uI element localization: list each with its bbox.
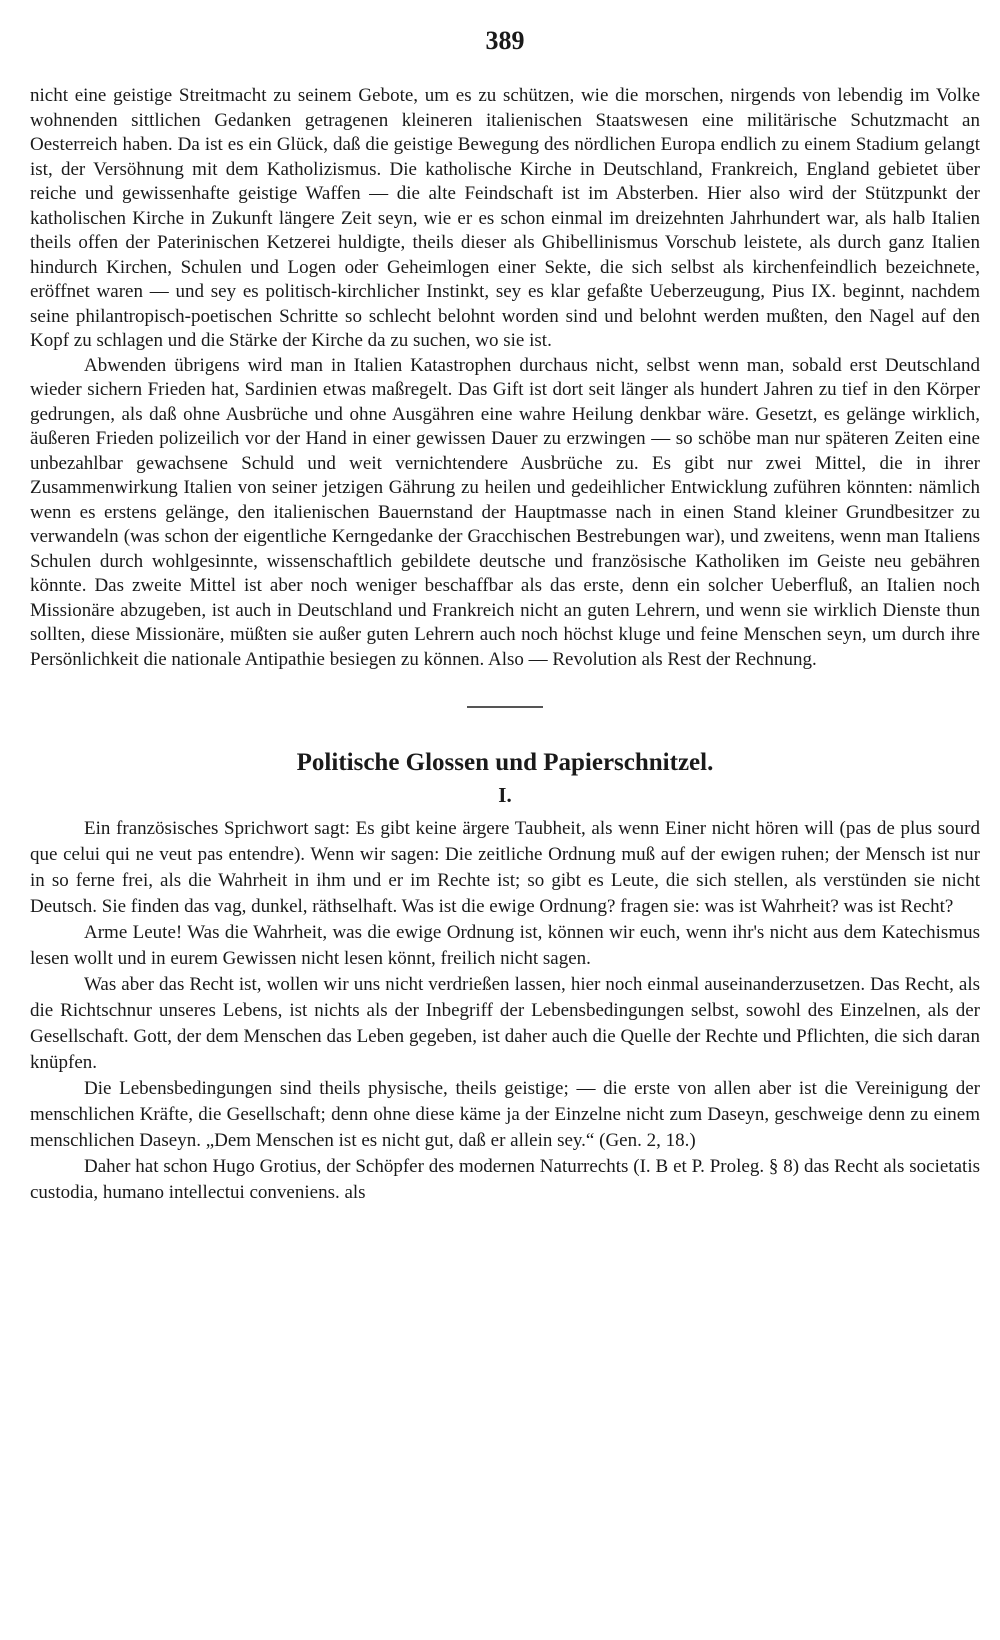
body-paragraph-1: nicht eine geistige Streitmacht zu seinem Gebote, um es zu schützen, wie die morschen, nirgends von lebendig im Volke wohnenden sittlichen Gedanken getragenen kleineren italienischen Staatswesen eine militärische Schutzmacht an Oesterreich haben. Da ist es ein Glück, daß die geistige Bewegung des nördlichen Europa endlich zu einem Stadium gelangt ist, der Versöhnung mit dem Katholizismus. Die katholische Kirche in Deutschland, Frankreich, England gebietet über reiche und gewissenhafte geistige Waffen — die alte Feindschaft ist im Absterben. Hier also wird der Stützpunkt der katholischen Kirche in Zukunft längere Zeit seyn, wie er es schon einmal im dreizehnten Jahrhundert war, als halb Italien theils offen der Paterinischen Ketzerei huldigte, theils dieser als Ghibellinismus Vorschub leistete, als durch ganz Italien hindurch Kirchen, Schulen und Logen oder Geheimlogen einer Sekte, die sich selbst als kirchenfeindlich bezeichnete, eröffnet waren — und sey es politisch-kirchlicher Instinkt, sey es klar gefaßte Ueberzeugung, Pius IX. beginnt, nachdem seine philantropisch-poetischen Schritte so schlecht belohnt worden sind und belohnt werden mußten, den Nagel auf den Kopf zu schlagen und die Stärke der Kirche da zu suchen, wo sie ist. — [30, 85, 980, 351]
section-paragraph-4: Die Lebensbedingungen sind theils physische, theils geistige; — die erste von allen aber ist die Vereinigung der menschlichen Kräfte, die Gesellschaft; denn ohne diese käme ja der Einzelne nicht zum Daseyn, geschweige denn zu einem menschlichen Daseyn. „Dem Menschen ist es nicht gut, daß er allein sey.“ (Gen. 2, 18.) — [30, 1078, 980, 1151]
section-paragraph-2: Arme Leute! Was die Wahrheit, was die ewige Ordnung ist, können wir euch, wenn ihr's nicht aus dem Katechismus lesen wollt und in eurem Gewissen nicht lesen könnt, freilich nicht sagen. — [30, 922, 980, 969]
section-paragraph-3: Was aber das Recht ist, wollen wir uns nicht verdrießen lassen, hier noch einmal auseinanderzusetzen. Das Recht, als die Richtschnur unseres Lebens, ist nichts als der Inbegriff der Lebensbedingungen selbst, sowohl des Einzelnen, als der Gesellschaft. Gott, der dem Menschen das Leben gegeben, ist daher auch die Quelle der Rechte und Pflichten, die sich daran knüpfen. — [30, 974, 980, 1073]
document-page — [30, 26, 980, 1626]
section-divider — [467, 706, 543, 708]
article-continuation — [30, 84, 980, 672]
page-number: 389 — [485, 26, 525, 55]
section-numeral: I. — [498, 783, 512, 807]
section-title: Politische Glossen und Papierschnitzel. — [296, 749, 714, 776]
section-paragraph-5: Daher hat schon Hugo Grotius, der Schöpfer des modernen Naturrechts (I. B et P. Proleg. § 8) das Recht als societatis custodia, humano intellectui conveniens. als — [30, 1156, 980, 1203]
section-paragraph-1: Ein französisches Sprichwort sagt: Es gibt keine ärgere Taubheit, als wenn Einer nicht hören will (pas de plus sourd que celui qui ne veut pas entendre). Wenn wir sagen: Die zeitliche Ordnung muß auf der ewigen ruhen; der Mensch ist nur in so ferne frei, als die Wahrheit in ihm und er im Rechte ist; so gibt es Leute, die sich stellen, als verstünden sie nicht Deutsch. Sie finden das vag, dunkel, räthselhaft. Was ist die ewige Ordnung? fragen sie: was ist Wahrheit? was ist Recht? — [30, 818, 980, 917]
body-paragraph-2: Abwenden übrigens wird man in Italien Katastrophen durchaus nicht, selbst wenn man, sobald erst Deutschland wieder sichern Frieden hat, Sardinien etwas maßregelt. Das Gift ist dort seit länger als hundert Jahren zu tief in den Körper gedrungen, als daß ohne Ausbrüche und ohne Ausgähren eine wahre Heilung denkbar wäre. Gesetzt, es gelänge wirklich, äußeren Frieden polizeilich vor der Hand in einer gewissen Dauer zu erzwingen — so schöbe man nur späteren Zeiten eine unbezahlbar gewachsene Schuld und weit vernichtendere Ausbrüche zu. Es gibt nur zwei Mittel, die in ihrer Zusammenwirkung Italien von seiner jetzigen Gährung zu heilen und gedeihlicher Entwicklung zuführen könnten: nämlich wenn es erstens gelänge, den italienischen Bauernstand der Hauptmasse nach in einen Stand kleiner Grundbesitzer zu verwandeln (was schon der eigentliche Kerngedanke der Gracchischen Bestrebungen war), und zweitens, wenn man Italiens Schulen durch wohlgesinnte, wissenschaftlich gebildete deutsche und französische Katholiken im Geiste neu gebähren könnte. Das zweite Mittel ist aber noch weniger beschaffbar als das erste, denn ein solcher Ueberfluß, an Italien noch Missionäre abzugeben, ist auch in Deutschland und Frankreich nicht an guten Lehrern, und wenn sie wirklich Dienste thun sollten, diese Missionäre, müßten sie außer guten Lehrern auch noch höchst kluge und feine Menschen seyn, um durch ihre Persönlichkeit die nationale Antipathie besiegen zu können. Also — Revolution als Rest der Rechnung. — [30, 354, 980, 670]
article-section-one — [30, 816, 980, 1206]
